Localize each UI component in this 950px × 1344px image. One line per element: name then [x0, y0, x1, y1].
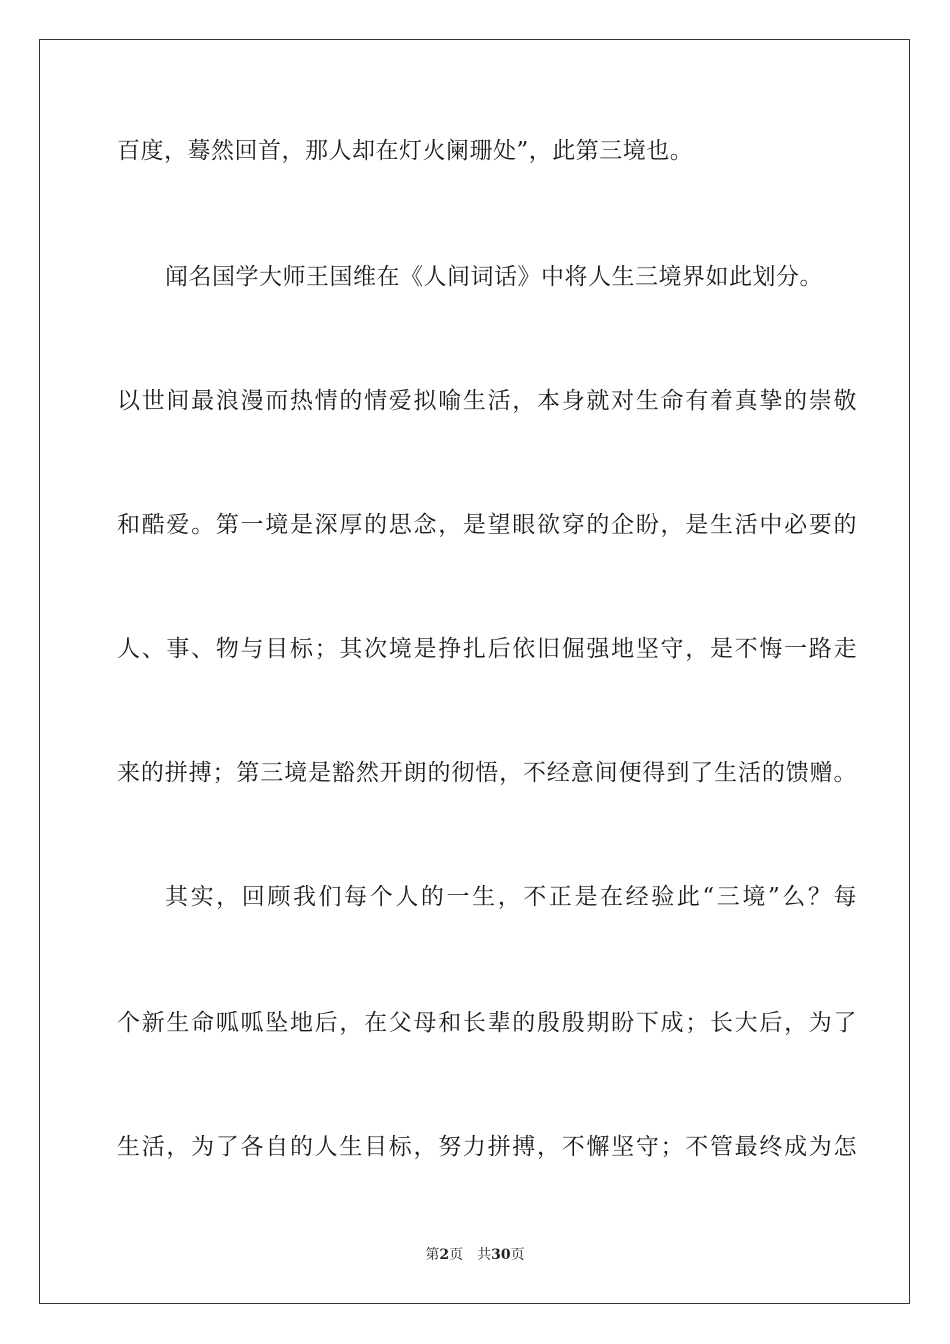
text-line: 来的拼搏；第三境是豁然开朗的彻悟，不经意间便得到了生活的馈赠。	[117, 760, 857, 786]
text-line: 和酷爱。第一境是深厚的思念，是望眼欲穿的企盼，是生活中必要的	[117, 512, 857, 538]
total-prefix: 共	[477, 1247, 492, 1263]
text-line: 生活，为了各自的人生目标，努力拼搏，不懈坚守；不管最终成为怎	[117, 1134, 857, 1160]
page-current: 2	[439, 1247, 450, 1263]
text-line: 人、事、物与目标；其次境是挣扎后依旧倔强地坚守，是不悔一路走	[117, 636, 857, 662]
text-line: 个新生命呱呱坠地后，在父母和长辈的殷殷期盼下成；长大后，为了	[117, 1010, 857, 1036]
text-line: 百度，蓦然回首，那人却在灯火阑珊处”，此第三境也。	[117, 138, 694, 164]
text-line: 闻名国学大师王国维在《人间词话》中将人生三境界如此划分。	[165, 264, 823, 290]
page-total: 30	[491, 1247, 511, 1263]
page-border	[39, 39, 910, 1304]
page-prefix: 第	[425, 1247, 440, 1263]
total-unit: 页	[510, 1247, 525, 1263]
page-footer	[0, 1246, 950, 1264]
text-line: 其实，回顾我们每个人的一生，不正是在经验此“三境”么？每	[165, 884, 857, 910]
text-line: 以世间最浪漫而热情的情爱拟喻生活，本身就对生命有着真挚的崇敬	[117, 388, 857, 414]
page-unit: 页	[449, 1247, 464, 1263]
